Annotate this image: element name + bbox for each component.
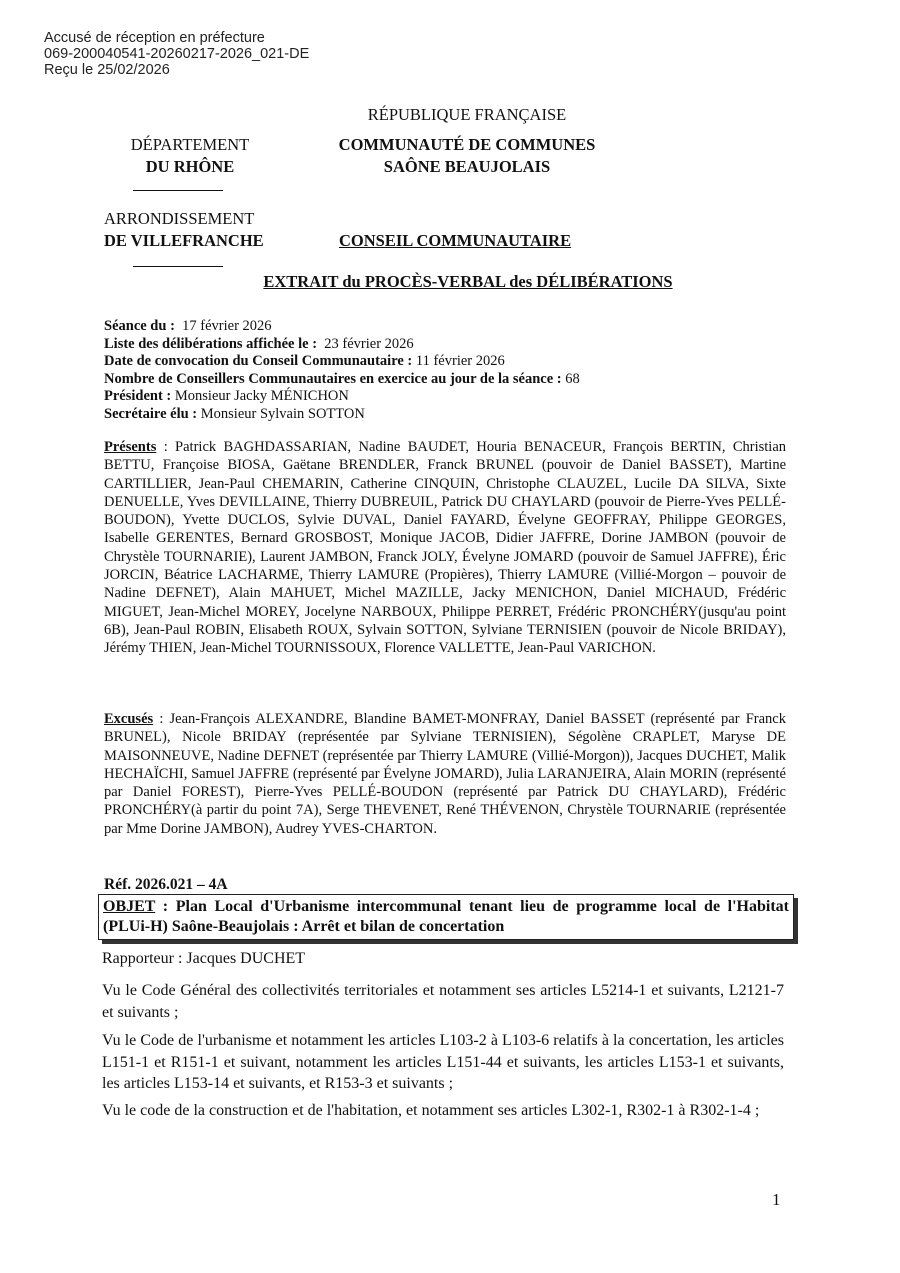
page-number: 1: [772, 1190, 781, 1209]
arrondissement-label: ARRONDISSEMENT: [104, 209, 255, 228]
communaute-block: [280, 134, 654, 178]
stamp-line-1: Accusé de réception en préfecture: [44, 30, 265, 46]
excuses-label: Excusés: [104, 711, 154, 727]
convocation-value: 11 février 2026: [415, 353, 505, 370]
presents-list: : Patrick BAGHDASSARIAN, Nadine BAUDET, Houria BENACEUR, François BERTIN, Christian BETTU, Françoise BIOSA, Gaëtane BRENDLER, Franck BRUNEL (pouvoir de Daniel BASSET), Martine CARTILLIER, Jean-Paul CHEMARIN, Catherine CINQUIN, Christophe CLAUZEL, Lucile DA SILVA, Sixte DENUELLE, Yves DEVILLAINE, Thierry DUBREUIL, Patrick DU CHAYLARD (pouvoir de Pierre-Yves PELLÉ-BOUDON), Yvette DUCLOS, Sylvie DUVAL, Daniel FAYARD, Évelyne GEOFFRAY, Philippe GEORGES, Isabelle GERENTES, Bernard GROSBOST, Monique JACOB, Didier JAFFRE, Dorine JAMBON (pouvoir de Chrystèle TOURNARIE), Laurent JAMBON, Franck JOLY, Évelyne JOMARD (pouvoir de Samuel JAFFRE), Éric JORCIN, Béatrice LACHARME, Thierry LAMURE (Propières), Thierry LAMURE (Villié-Morgon – pouvoir de Nadine DEFNET), Alain MAHUET, Michel MAZILLE, Jacky MENICHON, Daniel MICHAUD, Frédéric MIGUET, Jean-Michel MOREY, Jocelyne NARBOUX, Philippe PERRET, Frédéric PRONCHÉRY(jusqu'au point 6B), Jean-Paul ROBIN, Elisabeth ROUX, Sylvain SOTTON, Sylviane TERNISIEN (pouvoir de Nicole BRIDAY), Jérémy THIEN, Jean-Michel TOURNISSOUX, Florence VALLETTE, Jean-Paul VARICHON.: [104, 439, 786, 657]
arrondissement-block: [104, 208, 264, 252]
secretaire-label: Secrétaire élu :: [104, 405, 198, 422]
nombre-value: 68: [565, 370, 580, 387]
reference-number: Réf. 2026.021 – 4A: [104, 876, 228, 893]
liste-label: Liste des délibérations affichée le :: [104, 335, 318, 352]
prefecture-stamp: [44, 30, 309, 78]
divider: [133, 190, 223, 191]
seance-label: Séance du :: [104, 318, 175, 334]
liste-value: 23 février 2026: [324, 335, 414, 352]
divider: [133, 266, 223, 267]
communaute-line-1: COMMUNAUTÉ DE COMMUNES: [338, 135, 596, 154]
stamp-line-3: Reçu le 25/02/2026: [44, 62, 170, 78]
stamp-line-2: 069-200040541-20260217-2026_021-DE: [44, 46, 310, 62]
arrondissement-name: DE VILLEFRANCHE: [104, 231, 264, 250]
objet-label: OBJET: [103, 898, 156, 915]
president-value: Monsieur Jacky MÉNICHON: [174, 388, 349, 405]
document-title-text: EXTRAIT du PROCÈS-VERBAL des DÉLIBÉRATIONS: [263, 272, 673, 291]
vu-paragraph-3: Vu le code de la construction et de l'habitation, et notamment ses articles L302-1, R302-1 à R302-1-4 ;: [102, 1102, 760, 1119]
presents-paragraph: [104, 438, 786, 658]
communaute-line-2: SAÔNE BEAUJOLAIS: [383, 157, 551, 176]
document-title: [0, 272, 900, 292]
departement-name: DU RHÔNE: [145, 157, 235, 176]
excuses-paragraph: [104, 710, 786, 838]
conseil-heading: CONSEIL COMMUNAUTAIRE: [339, 231, 572, 250]
vu-paragraph-2: Vu le Code de l'urbanisme et notamment les articles L103-2 à L103-6 relatifs à la concertation, les articles L151-1 et R151-1 et suivant, notamment les articles L151-44 et suivants, les articles L153-1 et suivants, les articles L153-14 et suivants, et R153-3 et suivants ;: [102, 1032, 784, 1092]
objet-box: [98, 894, 794, 940]
objet-text: : Plan Local d'Urbanisme intercommunal tenant lieu de programme local de l'Habitat (PLUi-H) Saône-Beaujolais : Arrêt et bilan de concertation: [103, 898, 789, 935]
vu-paragraph-1: Vu le Code Général des collectivités territoriales et notamment ses articles L5214-1 et suivants, L2121-7 et suivants ;: [102, 982, 784, 1021]
republique-heading: RÉPUBLIQUE FRANÇAISE: [367, 105, 567, 124]
convocation-label: Date de convocation du Conseil Communautaire :: [104, 353, 413, 370]
departement-block: [100, 134, 280, 178]
session-info: [104, 318, 794, 424]
departement-label: DÉPARTEMENT: [130, 135, 250, 154]
nombre-label: Nombre de Conseillers Communautaires en exercice au jour de la séance :: [104, 370, 562, 387]
seance-value: 17 février 2026: [182, 318, 272, 334]
secretaire-value: Monsieur Sylvain SOTTON: [200, 405, 365, 422]
presents-label: Présents: [104, 439, 157, 455]
excuses-list: : Jean-François ALEXANDRE, Blandine BAMET-MONFRAY, Daniel BASSET (représenté par Franck BRUNEL), Nicole BRIDAY (représentée par Sylviane TERNISIEN), Ségolène CRAPLET, Maryse DE MAISONNEUVE, Nadine DEFNET (représentée par Thierry LAMURE (Villié-Morgon)), Jacques DUCHET, Malik HECHAÏCHI, Samuel JAFFRE (représenté par Évelyne JOMARD), Julia LARANJEIRA, Alain MORIN (représenté par Daniel FOREST), Pierre-Yves PELLÉ-BOUDON (représenté par Patrick DU CHAYLARD), Frédéric PRONCHÉRY(à partir du point 7A), Serge THEVENET, René THÉVENON, Chrystèle TOURNARIE (représentée par Mme Dorine JAMBON), Audrey YVES-CHARTON.: [104, 711, 786, 837]
president-label: Président :: [104, 388, 172, 405]
rapporteur-line: Rapporteur : Jacques DUCHET: [102, 950, 306, 967]
